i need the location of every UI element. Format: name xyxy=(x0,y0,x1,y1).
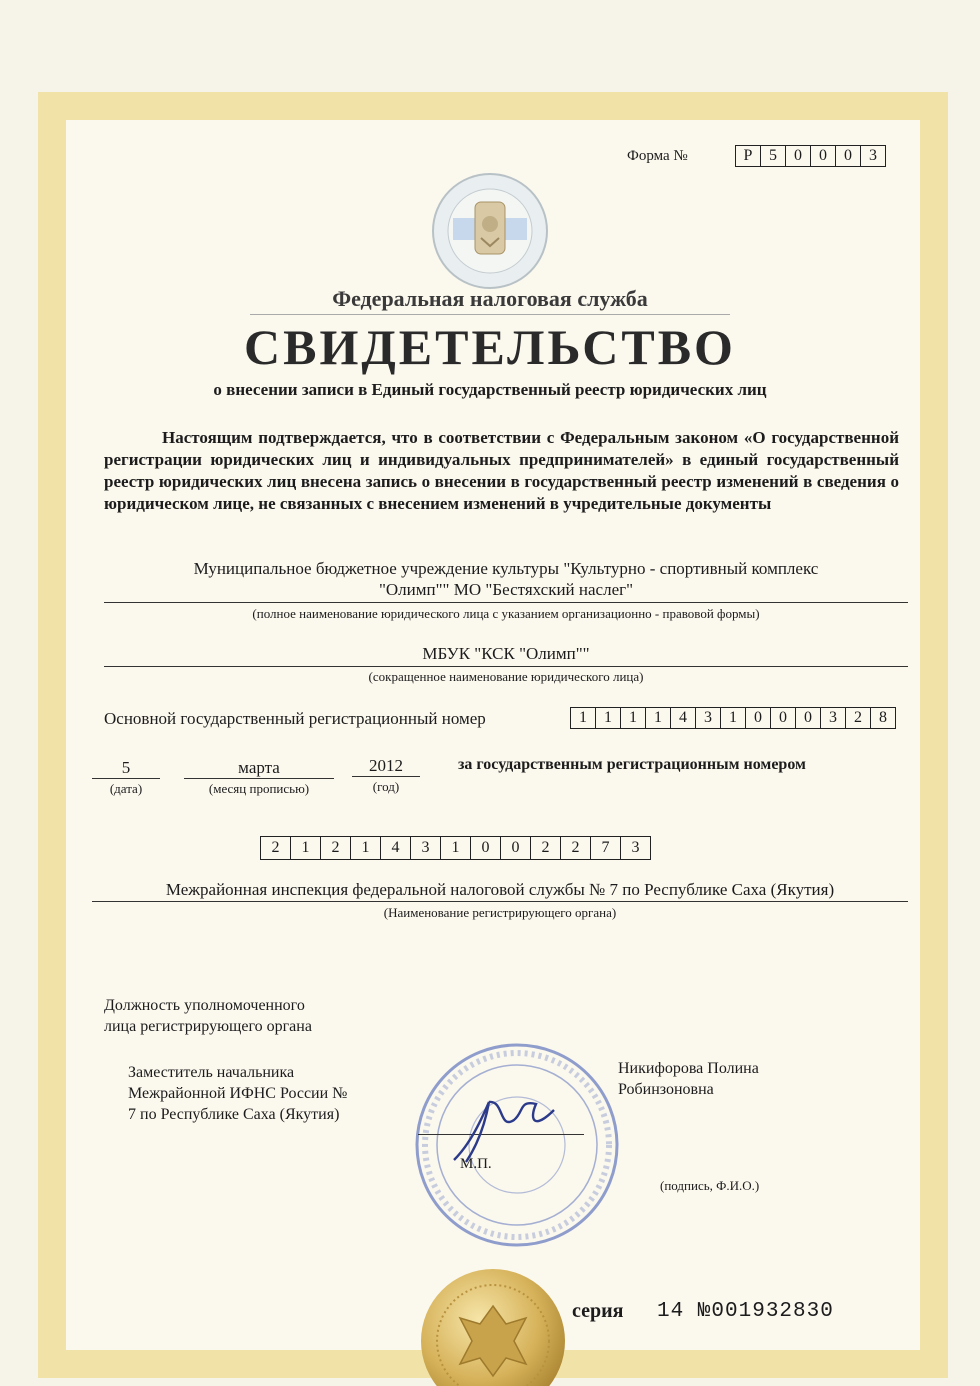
form-code-char: 3 xyxy=(860,145,886,167)
ogrn-digit: 1 xyxy=(595,707,620,729)
grn-digit: 0 xyxy=(500,836,530,860)
handwritten-signature-icon xyxy=(444,1090,574,1165)
date-month: марта xyxy=(184,758,334,779)
ogrn-digit: 0 xyxy=(795,707,820,729)
form-code-char: Р xyxy=(735,145,760,167)
ogrn-digit: 1 xyxy=(620,707,645,729)
ogrn-digit: 8 xyxy=(870,707,896,729)
org-full-name-line: Муниципальное бюджетное учреждение культуры "Культурно - спортивный комплекс xyxy=(193,559,819,578)
position-label-line: Должность уполномоченного xyxy=(104,997,305,1014)
signer-name-line: Робинзоновна xyxy=(618,1081,714,1098)
grn-digit: 1 xyxy=(290,836,320,860)
grn-digit: 3 xyxy=(410,836,440,860)
org-full-name-caption: (полное наименование юридического лица с указанием организационно - правовой формы) xyxy=(252,606,760,621)
gold-seal-icon xyxy=(418,1266,568,1386)
position-label xyxy=(104,995,312,1037)
hologram-emblem-icon xyxy=(431,172,549,290)
series-label: серия xyxy=(572,1300,624,1322)
grn-boxes xyxy=(260,836,651,860)
grn-digit: 1 xyxy=(440,836,470,860)
signer-name xyxy=(618,1058,759,1100)
grn-digit: 2 xyxy=(530,836,560,860)
grn-digit: 3 xyxy=(620,836,651,860)
ogrn-digit: 3 xyxy=(695,707,720,729)
grn-digit: 1 xyxy=(350,836,380,860)
ogrn-boxes xyxy=(570,707,896,729)
ogrn-digit: 2 xyxy=(845,707,870,729)
page-title: СВИДЕТЕЛЬСТВО xyxy=(244,319,736,375)
signature-caption: (подпись, Ф.И.О.) xyxy=(660,1178,760,1193)
grn-digit: 7 xyxy=(590,836,620,860)
grn-digit: 0 xyxy=(470,836,500,860)
statement-text: Настоящим подтверждается, что в соответствии с Федеральным законом «О государственной регистрации юридических лиц и индивидуальных предпринимателей» в единый государственный реестр юридических лиц внесена запись о внесении в государственный реестр изменений в сведения о юридическом лице, не связанных с внесением изменений в учредительные документы xyxy=(104,428,899,513)
registering-authority-caption: (Наименование регистрирующего органа) xyxy=(383,905,617,920)
form-code-char: 0 xyxy=(810,145,835,167)
ogrn-digit: 0 xyxy=(770,707,795,729)
agency-divider xyxy=(250,314,730,315)
date-day-caption: (дата) xyxy=(109,781,143,796)
official-position-line: Заместитель начальника xyxy=(128,1064,295,1081)
date-year: 2012 xyxy=(352,756,420,777)
ogrn-digit: 3 xyxy=(820,707,845,729)
date-day: 5 xyxy=(92,758,160,779)
registering-authority: Межрайонная инспекция федеральной налоговой службы № 7 по Республике Саха (Якутия) xyxy=(92,880,908,902)
series-number: 14 №001932830 xyxy=(657,1300,834,1323)
certificate-subtitle: о внесении записи в Единый государственный реестр юридических лиц xyxy=(213,380,767,399)
grn-digit: 2 xyxy=(260,836,290,860)
registration-number-label: за государственным регистрационным номером xyxy=(458,756,806,773)
org-full-name xyxy=(104,558,908,603)
ogrn-label: Основной государственный регистрационный номер xyxy=(104,709,486,728)
agency-name: Федеральная налоговая служба xyxy=(332,286,648,311)
form-code-boxes xyxy=(735,145,886,167)
position-label-line: лица регистрирующего органа xyxy=(104,1018,312,1035)
grn-digit: 2 xyxy=(320,836,350,860)
official-position-line: 7 по Республике Саха (Якутия) xyxy=(128,1106,340,1123)
statement-paragraph xyxy=(104,427,899,515)
date-year-caption: (год) xyxy=(372,779,400,794)
grn-digit: 4 xyxy=(380,836,410,860)
form-code-char: 0 xyxy=(785,145,810,167)
stamp-place-label: М.П. xyxy=(460,1156,492,1172)
form-number-label: Форма № xyxy=(627,148,688,164)
date-month-caption: (месяц прописью) xyxy=(208,781,310,796)
form-code-char: 5 xyxy=(760,145,785,167)
ogrn-digit: 1 xyxy=(570,707,595,729)
form-code-char: 0 xyxy=(835,145,860,167)
official-position-line: Межрайонной ИФНС России № xyxy=(128,1085,348,1102)
official-position xyxy=(128,1062,347,1125)
ogrn-digit: 4 xyxy=(670,707,695,729)
grn-digit: 2 xyxy=(560,836,590,860)
org-short-name: МБУК "КСК "Олимп"" xyxy=(104,644,908,667)
org-short-name-caption: (сокращенное наименование юридического лица) xyxy=(368,669,644,684)
signer-name-line: Никифорова Полина xyxy=(618,1060,759,1077)
ogrn-digit: 0 xyxy=(745,707,770,729)
ogrn-digit: 1 xyxy=(720,707,745,729)
org-full-name-line: "Олимп"" МО "Бестяхский наслег" xyxy=(378,580,634,599)
ogrn-digit: 1 xyxy=(645,707,670,729)
